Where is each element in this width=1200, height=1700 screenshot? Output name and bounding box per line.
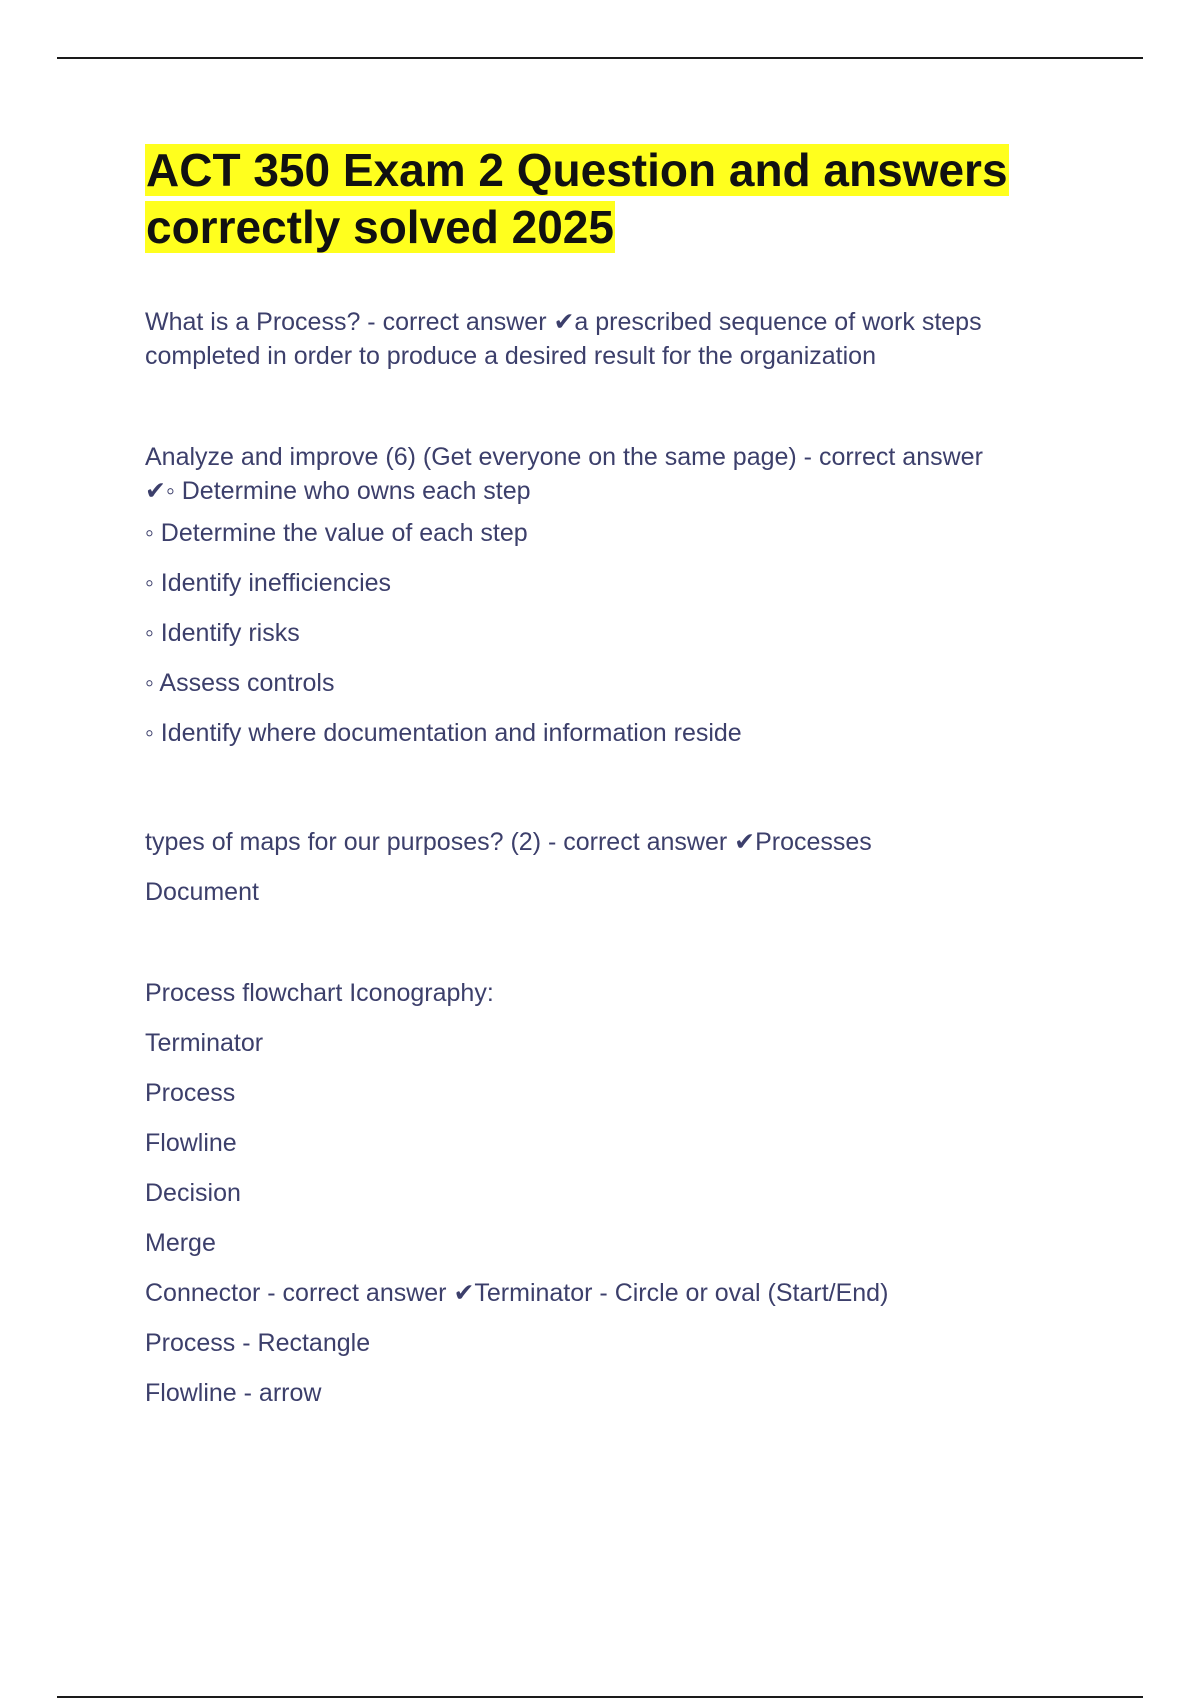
qa-line: ◦ Identify risks bbox=[145, 619, 300, 647]
qa-item-map-types bbox=[145, 817, 1085, 917]
title-line-2: correctly solved 2025 bbox=[146, 201, 614, 253]
qa-line: Merge bbox=[145, 1229, 216, 1257]
qa-item-process-definition bbox=[145, 305, 1085, 373]
qa-line: Connector - correct answer ✔Terminator - Circle or oval (Start/End) bbox=[145, 1279, 889, 1307]
qa-line: Process bbox=[145, 1079, 236, 1107]
qa-item-analyze-improve bbox=[145, 440, 1085, 758]
qa-line: Process flowchart Iconography: bbox=[145, 979, 494, 1007]
qa-line: completed in order to produce a desired result for the organization bbox=[145, 342, 876, 370]
title-line-1: ACT 350 Exam 2 Question and answers bbox=[146, 144, 1008, 196]
header-rule bbox=[57, 57, 1143, 59]
footer-rule bbox=[57, 1696, 1143, 1698]
qa-line: ◦ Determine the value of each step bbox=[145, 519, 528, 547]
qa-line: Analyze and improve (6) (Get everyone on the same page) - correct answer bbox=[145, 443, 983, 471]
qa-line: ✔◦ Determine who owns each step bbox=[145, 477, 531, 505]
qa-line: Flowline - arrow bbox=[145, 1379, 322, 1407]
qa-line: ◦ Identify where documentation and information reside bbox=[145, 719, 742, 747]
qa-line: Decision bbox=[145, 1179, 241, 1207]
qa-line: types of maps for our purposes? (2) - correct answer ✔Processes bbox=[145, 828, 872, 856]
qa-line: Flowline bbox=[145, 1129, 237, 1157]
qa-line: Process - Rectangle bbox=[145, 1329, 371, 1357]
qa-line: What is a Process? - correct answer ✔a prescribed sequence of work steps bbox=[145, 308, 982, 336]
qa-line: ◦ Identify inefficiencies bbox=[145, 569, 392, 597]
qa-line: ◦ Assess controls bbox=[145, 669, 335, 697]
qa-item-flowchart-iconography bbox=[145, 968, 1085, 1418]
qa-line: Document bbox=[145, 878, 259, 906]
document-title bbox=[145, 142, 1095, 256]
qa-line: Terminator bbox=[145, 1029, 264, 1057]
